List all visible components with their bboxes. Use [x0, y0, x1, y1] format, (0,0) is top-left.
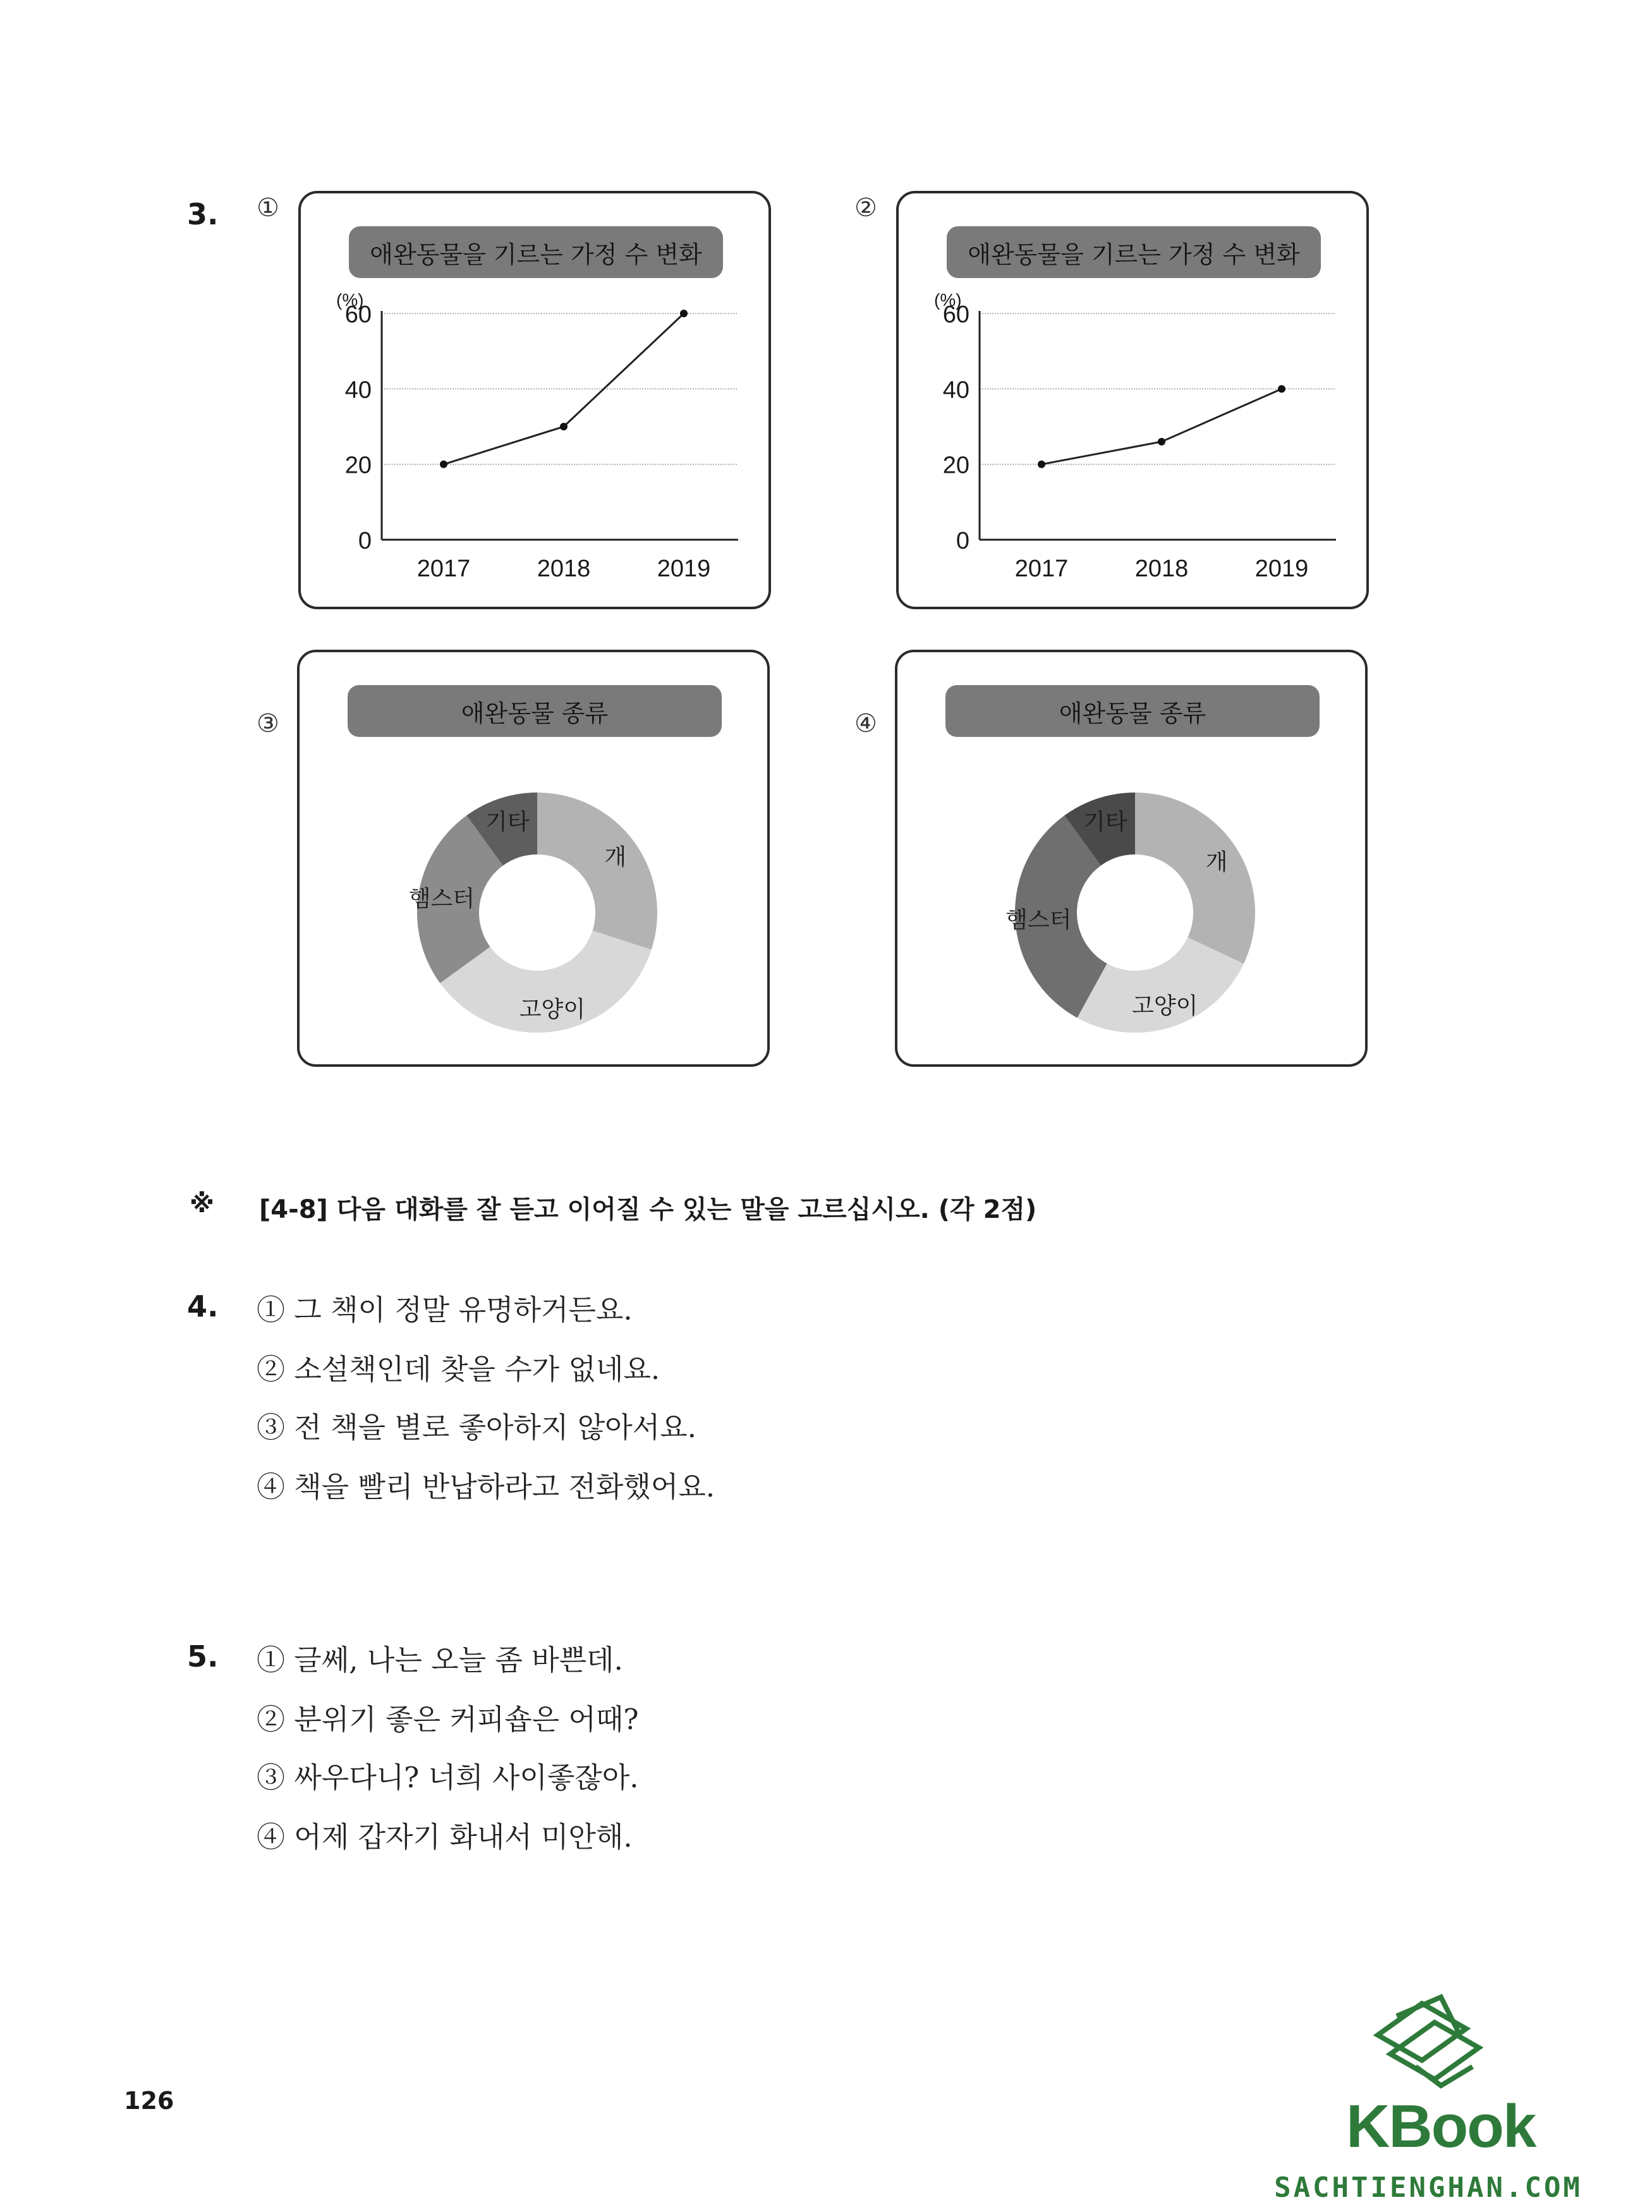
chart-title: 애완동물 종류 — [348, 685, 722, 737]
y-tick-label: 40 — [344, 377, 372, 404]
question-4-number: 4. — [187, 1289, 219, 1323]
data-point — [680, 310, 688, 317]
y-unit-label: (%) — [934, 290, 962, 310]
y-tick-label: 0 — [358, 528, 372, 554]
y-unit-label: (%) — [336, 290, 364, 310]
chart-title: 애완동물을 기르는 가정 수 변화 — [349, 226, 723, 278]
q4-option-1[interactable]: ① 그 책이 정말 유명하거든요. — [257, 1293, 633, 1327]
line-chart-svg — [899, 193, 1366, 607]
reference-mark: ※ — [190, 1189, 214, 1218]
y-tick-label: 40 — [942, 377, 969, 404]
book-logo-icon — [1239, 1991, 1618, 2098]
slice-label: 개 — [604, 844, 627, 871]
question-3-number: 3. — [187, 197, 219, 231]
q5-option-2[interactable]: ② 분위기 좋은 커피숍은 어때? — [257, 1703, 639, 1736]
brand-site: SACHTIENGHAN.COM — [1274, 2172, 1582, 2204]
x-tick-label: 2018 — [1134, 556, 1189, 582]
series-line — [1042, 389, 1282, 464]
y-tick-label: 20 — [344, 452, 372, 479]
x-tick-label: 2017 — [416, 556, 471, 582]
line-chart-option-1 — [298, 191, 771, 609]
option-3-marker[interactable]: ③ — [257, 709, 279, 738]
donut-chart-svg — [300, 652, 767, 1064]
slice-label: 고양이 — [519, 997, 586, 1023]
data-point — [1278, 385, 1285, 392]
donut-chart-svg — [897, 652, 1365, 1064]
q5-option-4[interactable]: ④ 어제 갑자기 화내서 미안해. — [257, 1820, 633, 1854]
x-tick-label: 2019 — [1254, 556, 1309, 582]
x-tick-label: 2019 — [657, 556, 711, 582]
slice-label: 햄스터 — [1005, 907, 1072, 933]
brand-name: KBook — [1346, 2093, 1536, 2160]
line-chart-option-2 — [896, 191, 1369, 609]
line-chart-svg — [301, 193, 768, 607]
donut-slice — [1135, 793, 1255, 964]
y-tick-label: 60 — [942, 301, 969, 328]
y-tick-label: 0 — [956, 528, 969, 554]
q4-option-2[interactable]: ② 소설책인데 찾을 수가 없네요. — [257, 1352, 660, 1386]
x-tick-label: 2018 — [537, 556, 591, 582]
option-2-marker[interactable]: ② — [854, 193, 877, 222]
slice-label: 기타 — [1083, 809, 1127, 836]
chart-title: 애완동물을 기르는 가정 수 변화 — [947, 226, 1321, 278]
slice-label: 기타 — [485, 809, 530, 836]
option-4-marker[interactable]: ④ — [854, 709, 877, 738]
donut-chart-option-3 — [297, 650, 770, 1067]
slice-label: 햄스터 — [408, 886, 475, 913]
q5-option-1[interactable]: ① 글쎄, 나는 오늘 좀 바쁜데. — [257, 1643, 623, 1677]
donut-slice — [537, 793, 657, 950]
data-point — [440, 461, 447, 468]
q4-option-3[interactable]: ③ 전 책을 별로 좋아하지 않아서요. — [257, 1411, 696, 1444]
question-5-number: 5. — [187, 1639, 219, 1674]
x-tick-label: 2017 — [1014, 556, 1069, 582]
y-tick-label: 60 — [344, 301, 372, 328]
chart-title: 애완동물 종류 — [945, 685, 1320, 737]
data-point — [1038, 461, 1045, 468]
q4-option-4[interactable]: ④ 책을 빨리 반납하라고 전화했어요. — [257, 1470, 715, 1504]
y-tick-label: 20 — [942, 452, 969, 479]
page-number: 126 — [124, 2087, 174, 2115]
data-point — [560, 423, 568, 430]
instruction-text: [4-8] 다음 대화를 잘 듣고 이어질 수 있는 말을 고르십시오. (각 2점) — [259, 1195, 1037, 1224]
option-1-marker[interactable]: ① — [257, 193, 279, 222]
slice-label: 개 — [1205, 849, 1228, 876]
q5-option-3[interactable]: ③ 싸우다니? 너희 사이좋잖아. — [257, 1761, 639, 1794]
donut-chart-option-4 — [895, 650, 1368, 1067]
slice-label: 고양이 — [1132, 993, 1198, 1019]
brand-logo — [1239, 1991, 1618, 2204]
data-point — [1158, 438, 1165, 446]
